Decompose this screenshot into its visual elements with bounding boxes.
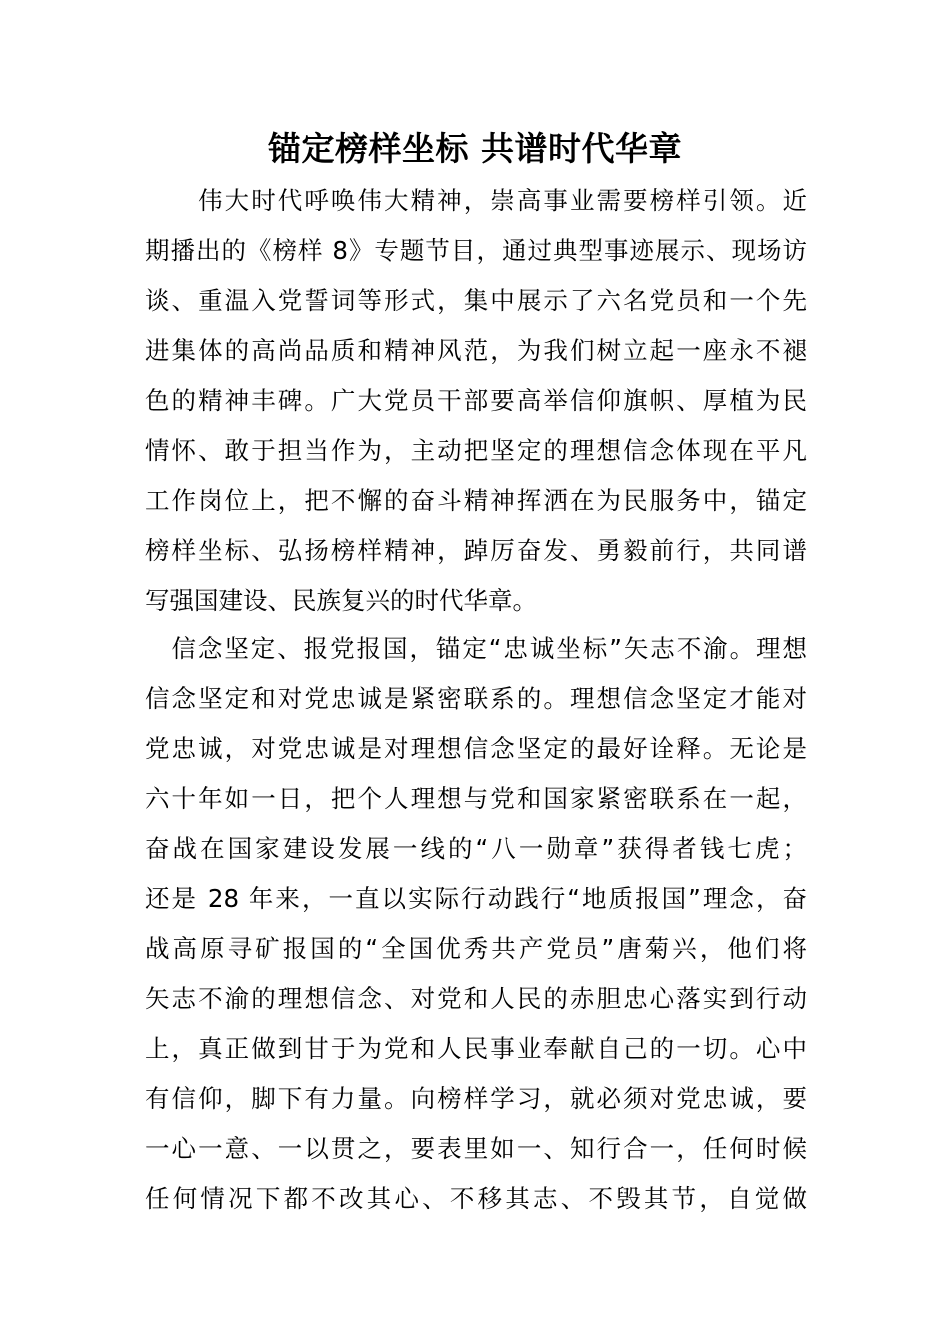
text-line: 有信仰，脚下有力量。向榜样学习，就必须对党忠诚，要: [145, 1084, 807, 1113]
text-line: 任何情况下都不改其心、不移其志、不毁其节，自觉做: [145, 1184, 807, 1213]
text-line: 进集体的高尚品质和精神风范，为我们树立起一座永不褪: [145, 336, 807, 365]
text-line: 一心一意、一以贯之，要表里如一、知行合一，任何时候: [145, 1134, 807, 1163]
paragraph-2: [145, 624, 807, 1224]
text-line: 党忠诚，对党忠诚是对理想信念坚定的最好诠释。无论是: [145, 734, 807, 763]
text-line: 工作岗位上，把不懈的奋斗精神挥洒在为民服务中，锚定: [145, 486, 807, 515]
text-line: 信念坚定、报党报国，锚定“忠诚坐标”矢志不渝。理想: [145, 634, 807, 663]
text-line: 矢志不渝的理想信念、对党和人民的赤胆忠心落实到行动: [145, 984, 807, 1013]
text-line: 上，真正做到甘于为党和人民事业奉献自己的一切。心中: [145, 1034, 807, 1063]
text-line: 榜样坐标、弘扬榜样精神，踔厉奋发、勇毅前行，共同谱: [145, 536, 807, 565]
text-line: 战高原寻矿报国的“全国优秀共产党员”唐菊兴，他们将: [145, 934, 807, 963]
document-title: 锚定榜样坐标 共谱时代华章: [268, 129, 682, 168]
text-line: 写强国建设、民族复兴的时代华章。: [145, 586, 537, 615]
text-line: 伟大时代呼唤伟大精神，崇高事业需要榜样引领。近: [145, 186, 807, 215]
text-line: 情怀、敢于担当作为，主动把坚定的理想信念体现在平凡: [145, 436, 807, 465]
text-line: 谈、重温入党誓词等形式，集中展示了六名党员和一个先: [145, 286, 807, 315]
text-line: 还是 28 年来，一直以实际行动践行“地质报国”理念，奋: [145, 884, 807, 913]
text-line: 期播出的《榜样 8》专题节目，通过典型事迹展示、现场访: [145, 236, 807, 265]
text-line: 六十年如一日，把个人理想与党和国家紧密联系在一起，: [145, 784, 807, 813]
text-line: 信念坚定和对党忠诚是紧密联系的。理想信念坚定才能对: [145, 684, 807, 713]
text-line: 色的精神丰碑。广大党员干部要高举信仰旗帜、厚植为民: [145, 386, 807, 415]
text-line: 奋战在国家建设发展一线的“八一勋章”获得者钱七虎；: [145, 834, 807, 863]
paragraph-1: [145, 176, 807, 626]
